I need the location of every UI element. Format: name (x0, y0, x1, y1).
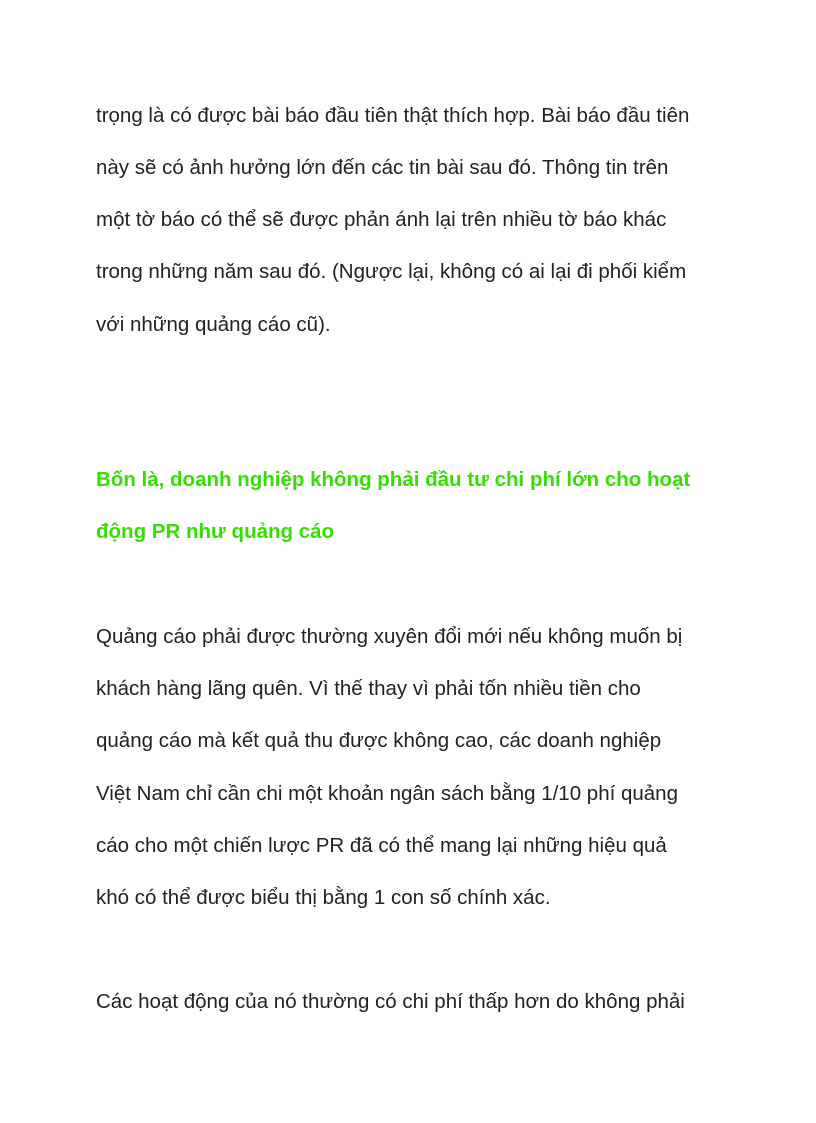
paragraph-line: với những quảng cáo cũ). (96, 313, 331, 336)
paragraph-line: trọng là có được bài báo đầu tiên thật thích hợp. Bài báo đầu tiên (96, 104, 690, 127)
paragraph-line: khách hàng lãng quên. Vì thế thay vì phải tốn nhiều tiền cho (96, 677, 641, 700)
paragraph-line: một tờ báo có thể sẽ được phản ánh lại trên nhiều tờ báo khác (96, 208, 667, 231)
paragraph-line: Các hoạt động của nó thường có chi phí thấp hơn do không phải (96, 990, 685, 1013)
paragraph-line: cáo cho một chiến lược PR đã có thể mang lại những hiệu quả (96, 834, 667, 857)
paragraph-line: khó có thể được biểu thị bằng 1 con số chính xác. (96, 886, 551, 909)
heading-line: Bốn là, doanh nghiệp không phải đầu tư chi phí lớn cho hoạt (96, 468, 691, 491)
paragraph-line: Việt Nam chỉ cần chi một khoản ngân sách bằng 1/10 phí quảng (96, 782, 678, 805)
heading-line: động PR như quảng cáo (96, 520, 335, 543)
paragraph-line: Quảng cáo phải được thường xuyên đổi mới nếu không muốn bị (96, 625, 683, 648)
paragraph-line: này sẽ có ảnh hưởng lớn đến các tin bài sau đó. Thông tin trên (96, 156, 669, 179)
paragraph-line: quảng cáo mà kết quả thu được không cao, các doanh nghiệp (96, 729, 662, 752)
paragraph-line: trong những năm sau đó. (Ngược lại, không có ai lại đi phối kiểm (96, 260, 687, 283)
